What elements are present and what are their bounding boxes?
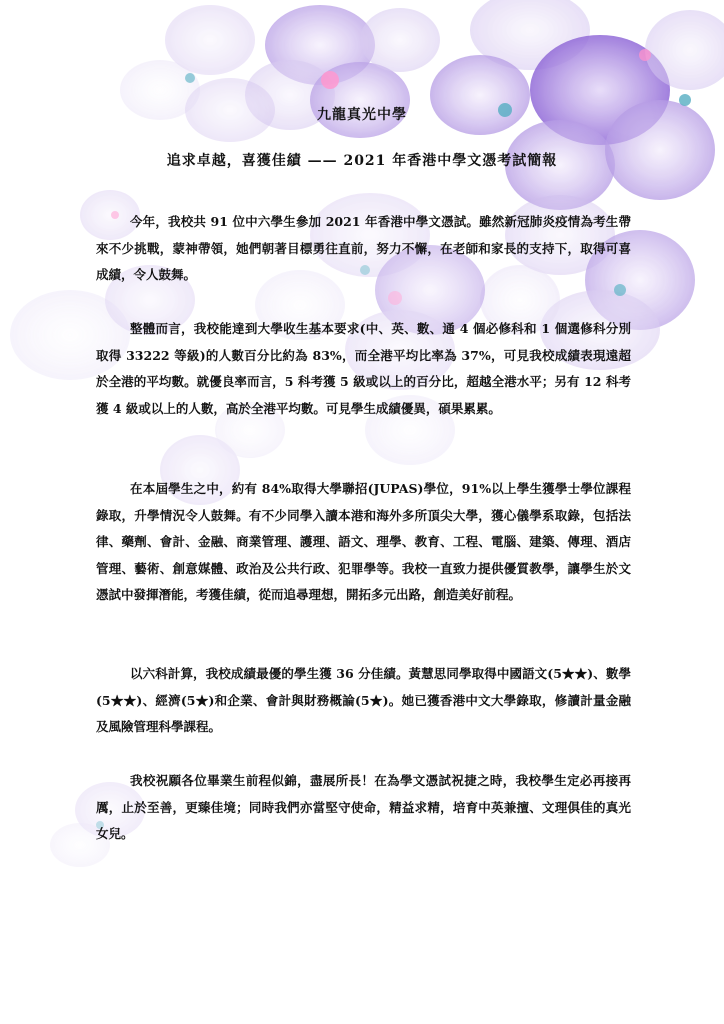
paragraph-top-student: 以六科計算，我校成績最優的學生獲 36 分佳績。黃慧思同學取得中國語文(5★★)、數學(5★★)、經濟(5★)和企業、會計與財務概論(5★)。她已獲香港中文大學錄取，修讀計量金融及風險管理科學課程。 <box>96 666 631 734</box>
school-name: 九龍真光中學 <box>317 107 407 123</box>
paragraph-university-admission: 在本屆學生之中，約有 84%取得大學聯招(JUPAS)學位，91%以上學生獲學士學位課程錄取，升學情況令人鼓舞。有不少同學入讀本港和海外多所頂尖大學，獲心儀學系取錄，包括法律、藥劑、會計、金融、商業管理、護理、語文、理學、教育、工程、電腦、建築、傳理、酒店管理、藝術、創意媒體、政治及公共行政、犯罪學等。我校一直致力提供優質教學，讓學生於文憑試中發揮潛能，考獲佳績，從而追尋理想，開拓多元出路，創造美好前程。 <box>96 481 631 602</box>
report-title: 追求卓越，喜獲佳績 —— 2021 年香港中學文憑考試簡報 <box>166 153 558 169</box>
paragraph-intro: 今年，我校共 91 位中六學生參加 2021 年香港中學文憑試。雖然新冠肺炎疫情為考生帶來不少挑戰，蒙神帶領，她們朝著目標勇往直前，努力不懈，在老師和家長的支持下，取得可喜成績，令人鼓舞。 <box>96 214 631 282</box>
paragraph-overall-results: 整體而言，我校能達到大學收生基本要求(中、英、數、通 4 個必修科和 1 個選修科分別取得 33222 等級)的人數百分比約為 83%，而全港平均比率為 37%，可見我校成績表現遠超於全港的平均數。就優良率而言，5 科考獲 5 級或以上的百分比，超越全港水平；另有 12 科考獲 4 級或以上的人數，高於全港平均數。可見學生成績優異，碩果累累。 <box>96 321 631 416</box>
paragraph-closing-wishes: 我校祝願各位畢業生前程似錦，盡展所長！在為學文憑試祝捷之時，我校學生定必再接再厲，止於至善，更臻佳境；同時我們亦當堅守使命，精益求精，培育中英兼擅、文理俱佳的真光女兒。 <box>96 773 631 841</box>
